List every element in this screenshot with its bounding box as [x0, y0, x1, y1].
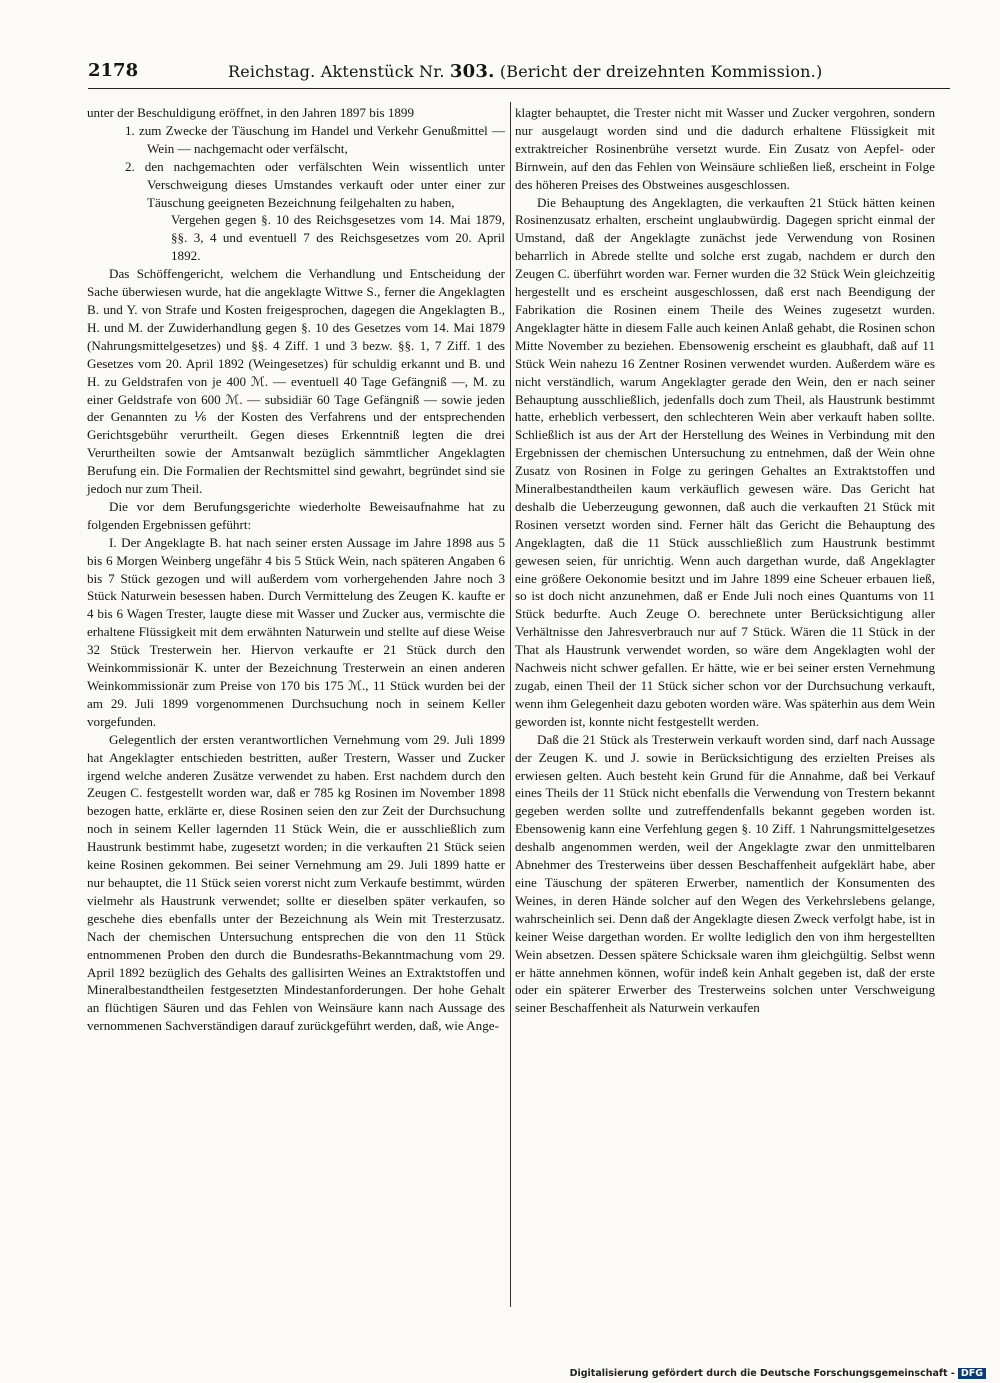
page-header [88, 60, 950, 89]
enumerated-item: 2. den nachgemachten oder verfälschten Wein wissentlich unter Verschweigung dieses Umstandes verkauft oder unter einer zur Täuschung geeigneten Bezeichnung feilgehalten zu haben, [125, 158, 505, 210]
paragraph: Die Behauptung des Angeklagten, die verkauften 21 Stück hätten keinen Rosinenzusatz erhalten, erscheint unglaubwürdig. Dagegen spricht einmal der Umstand, daß der Angeklagte zunächst jede Verwendung von Rosinen beharrlich in Abrede stellte und solche erst zugab, nachdem er durch den Zeugen C. überführt worden war. Ferner wurden die 32 Stück Wein gleichzeitig hergestellt und es erscheint ausgeschlossen, daß erst nach Beendigung der Fabrikation die Rosinen einem Theile des Weines zugesetzt wurden. Angeklagter hätte in diesem Falle auch keinen Anlaß gehabt, die Rosinen schon Mitte November zu beziehen. Ebensowenig erscheint es glaubhaft, daß auf 11 Stück Wein nahezu 16 Zentner Rosinen verwendet wurden. Außerdem wäre es nicht verständlich, warum Angeklagter gerade den Wein, den er nach seiner Behauptung ausschließlich, jedenfalls doch zum Theil, als Haustrunk bestimmt hatte, erheblich verbessert, den schlechteren Wein aber verkauft haben sollte. Schließlich ist aus der Art der Herstellung des Weines in Verbindung mit den Ergebnissen der chemischen Untersuchung zu entnehmen, daß der Wein ohne Zusatz von Rosinen in Folge zu geringen Gehaltes an Extraktstoffen und Mineralbestandtheilen kaum verkäuflich gewesen wäre. Das Gericht hat deshalb die Ueberzeugung gewonnen, daß auch die verkauften 21 Stück mit Rosinen versetzt worden sind. Ferner hält das Gericht die Behauptung des Angeklagten, daß die 11 Stück ausschließlich zum Haustrunk bestimmt gewesen seien, für unrichtig. Wenn auch dargethan wurde, daß Angeklagter eine größere Oekonomie besitzt und im Jahre 1899 eine Scheuer erbauen ließ, so ist doch nicht anzunehmen, daß er Ende Juli noch eines Quantums von 11 Stück bedurfte. Auch Zeuge O. berechnete unter Berücksichtigung aller Verhältnisse den Jahresverbrauch nur auf 7 Stück. Wären die 11 Stück in der That als Haustrunk verwendet worden, so wäre dem Angeklagten wohl der Nachweis nicht schwer gefallen. Er hätte, wie er bei seiner ersten Vernehmung zugab, einen Theil der 11 Stück sicher schon vor der Durchsuchung verkauft, wenn ihm Gelegenheit dazu geboten worden wäre. Was späterhin aus dem Wein geworden ist, konnte nicht festgestellt werden. [515, 194, 935, 729]
running-title-left: Reichstag. Aktenstück Nr. [228, 62, 450, 81]
footer-text: Digitalisierung gefördert durch die Deutsche Forschungsgemeinschaft - [569, 1368, 955, 1379]
paragraph: unter der Beschuldigung eröffnet, in den Jahren 1897 bis 1899 [87, 105, 415, 120]
right-column [515, 104, 935, 1017]
digitization-footer [570, 1368, 986, 1379]
paragraph: Daß die 21 Stück als Tresterwein verkauft worden sind, darf nach Aussage der Zeugen K. und J. sowie in Berücksichtigung des erzielten Preises als erwiesen gelten. Auch besteht kein Grund für die Annahme, daß bei Verkauf eines Theils der 11 Stück nicht ebenfalls die Verwendung von Trestern bekannt gegeben werden sollte und zutreffendenfalls bekannt gegeben worden ist. Ebensowenig kann eine Verfehlung gegen §. 10 Ziff. 1 Nahrungsmittelgesetzes deshalb angenommen werden, weil der Angeklagte zwar den unmittelbaren Abnehmer des Tresterweins über dessen Beschaffenheit aufgeklärt habe, aber eine Täuschung der späteren Erwerber, namentlich der Konsumenten des Weines, in deren Hände solcher auf den Wegen des Verkehrslebens gelange, wahrscheinlich sei. Denn daß der Angeklagte diesen Zweck verfolgt habe, ist in keiner Weise dargethan worden. Er wollte lediglich den von ihm hergestellten Wein absetzen. Dessen spätere Schicksale waren ihm gleichgültig. Selbst wenn er hätte annehmen können, wofür indeß kein Anhalt gegeben ist, daß der erste oder ein späterer Erwerber des Tresterweins solchen unter Verschweigung seiner Beschaffenheit als Naturwein verkaufen [515, 731, 935, 1016]
paragraph: Die vor dem Berufungsgerichte wiederholte Beweisaufnahme hat zu folgenden Ergebnissen geführt: [87, 498, 505, 532]
running-title [228, 61, 822, 82]
left-column [87, 104, 505, 1035]
dfg-logo: DFG [958, 1368, 986, 1379]
running-title-right: (Bericht der dreizehnten Kommission.) [494, 62, 823, 81]
paragraph: klagter behauptet, die Trester nicht mit Wasser und Zucker vergohren, sondern nur ausgelaugt worden sind und die dadurch erhaltene Flüssigkeit mit extraktreicher Rosinenbrühe versetzt wurde. Ein Zusatz von Aepfel- oder Birnwein, auf den das Fehlen von Weinsäure schließen ließ, erscheint in Folge des höheren Preises des Obstweines ausgeschlossen. [515, 105, 935, 192]
statute-reference: Vergehen gegen §. 10 des Reichsgesetzes vom 14. Mai 1879, §§. 3, 4 und eventuell 7 des Reichsgesetzes vom 20. April 1892. [171, 212, 505, 264]
document-number: 303. [449, 61, 495, 82]
enumerated-item: 1. zum Zwecke der Täuschung im Handel und Verkehr Genußmittel — Wein — nachgemacht oder verfälscht, [125, 122, 505, 156]
paragraph: I. Der Angeklagte B. hat nach seiner ersten Aussage im Jahre 1898 aus 5 bis 6 Morgen Weinberg ungefähr 4 bis 5 Stück Wein, nach späteren Angaben 6 bis 7 Stück gezogen und will außerdem vom vorhergehenden Jahre noch 3 Stück Naturwein besessen haben. Durch Vermittelung des Zeugen K. kaufte er 4 bis 6 Wagen Trester, laugte diese mit Wasser und Zucker aus, vermischte die erhaltene Flüssigkeit mit dem erwähnten Naturwein und stellte auf diese Weise 32 Stück Tresterwein her. Hiervon verkaufte er 21 Stück durch den Weinkommissionär K. unter der Bezeichnung Tresterwein an einen anderen Weinkommissionär zum Preise von 170 bis 175 ℳ., 11 Stück wurden bei der am 29. Juli 1899 vorgenommenen Durchsuchung noch in seinem Keller vorgefunden. [87, 534, 505, 729]
column-divider [510, 102, 511, 1307]
paragraph: Das Schöffengericht, welchem die Verhandlung und Entscheidung der Sache überwiesen wurde, hat die angeklagte Wittwe S., ferner die Angeklagten B. und Y. von Strafe und Kosten freigesprochen, dagegen die Angeklagten B., H. und M. der Zuwiderhandlung gegen §. 10 des Gesetzes vom 14. Mai 1879 (Nahrungsmittelgesetzes) und §§. 4 Ziff. 1 und 3 bezw. §§. 1, 7 Ziff. 1 des Gesetzes vom 20. April 1892 (Weingesetzes) für schuldig erkannt und B. und H. zu Geldstrafen von je 400 ℳ. — eventuell 40 Tage Gefängniß —, M. zu einer Geldstrafe von 600 ℳ. — subsidiär 60 Tage Gefängniß — sowie jeden der Genannten zu ⅙ der Kosten des Verfahrens und der entsprechenden Gerichtsgebühr verurtheilt. Gegen dieses Erkenntniß legten die drei Verurtheilten sowie der Amtsanwalt bezüglich sämmtlicher Angeklagten Berufung ein. Die Formalien der Rechtsmittel sind gewahrt, begründet sind sie jedoch nur zum Theil. [87, 266, 505, 497]
page-number: 2178 [88, 60, 139, 81]
paragraph: Gelegentlich der ersten verantwortlichen Vernehmung vom 29. Juli 1899 hat Angeklagter entschieden bestritten, außer Trestern, Wasser und Zucker irgend welche anderen Zusätze verwendet zu haben. Erst nachdem durch den Zeugen C. festgestellt worden war, daß er 785 kg Rosinen im November 1898 bezogen hatte, erklärte er, diese Rosinen seien den zur Zeit der Durchsuchung noch in seinem Keller lagernden 11 Stück Wein, die er ausschließlich zum Haustrunk bestimmt habe, zugesetzt worden; in die verkauften 21 Stück seien keine Rosinen gekommen. Bei seiner Vernehmung am 29. Juli 1899 hatte er nur behauptet, die 11 Stück seien vorerst nicht zum Verkaufe bestimmt, würden vielmehr als Haustrunk verwendet; sollte er dieselben später verkaufen, so geschehe dies ebenfalls unter der Bezeichnung als Wein mit Tresterzusatz. Nach der chemischen Untersuchung entsprechen die von den 11 Stück entnommenen Proben den durch die Bundesraths-Bekanntmachung vom 29. April 1892 bezüglich des Gehalts des gallisirten Weines an Extraktstoffen und Mineralbestandtheilen festgesetzten Mindestanforderungen. Der hohe Gehalt an flüchtigen Säuren und das Fehlen von Weinsäure kann nach Aussage des vernommenen Sachverständigen darauf zurückgeführt werden, daß, wie Ange- [87, 731, 505, 1034]
